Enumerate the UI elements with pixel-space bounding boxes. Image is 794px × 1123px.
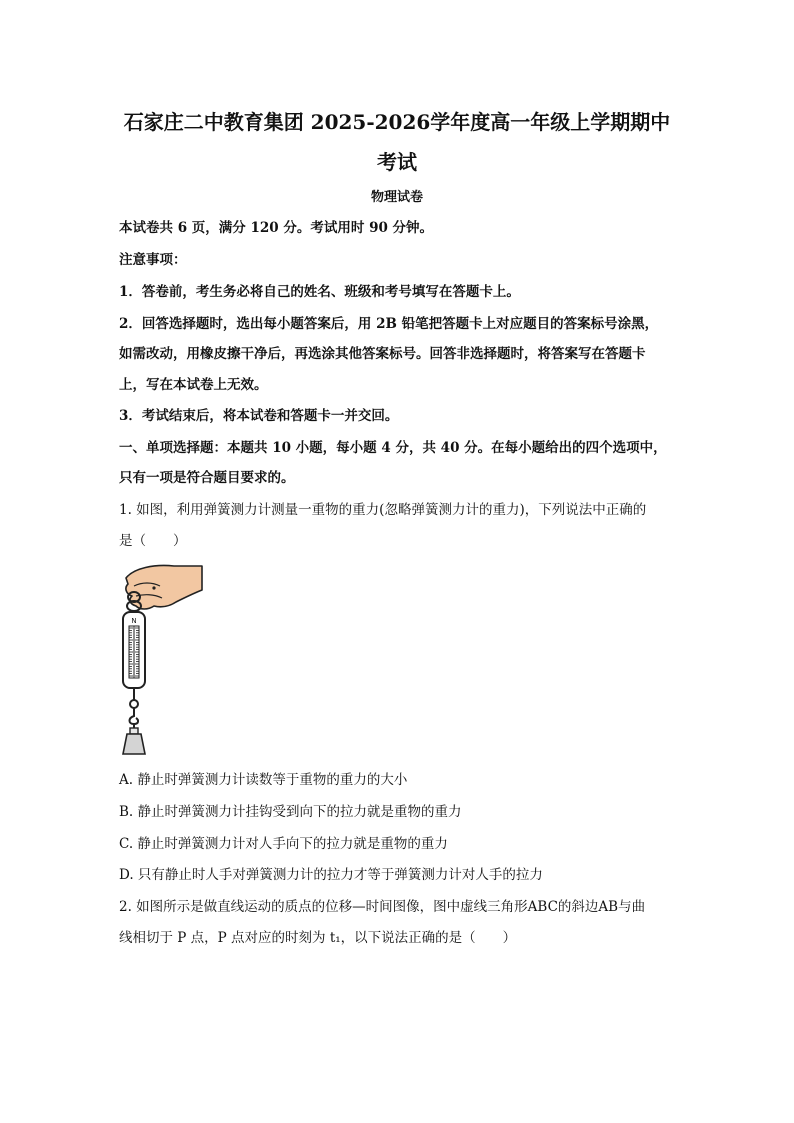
notes-heading: 注意事项： — [119, 252, 187, 268]
note-2-line2: 如需改动，用橡皮擦干净后，再选涂其他答案标号。回答非选择题时，将答案写在答题卡 — [119, 346, 646, 362]
spring-scale-figure — [114, 560, 204, 760]
note-3: 3．考试结束后，将本试卷和答题卡一并交回。 — [119, 408, 399, 424]
q1-stem-line2: 是（ ） — [119, 533, 187, 549]
spring-scale-body — [123, 612, 145, 688]
section1-heading-line2: 只有一项是符合题目要求的。 — [119, 470, 295, 486]
q1-option-a: A. 静止时弹簧测力计读数等于重物的重力的大小 — [119, 772, 408, 788]
note-1: 1．答卷前，考生务必将自己的姓名、班级和考号填写在答题卡上。 — [119, 284, 520, 300]
section1-heading-line1: 一、单项选择题：本题共 10 小题，每小题 4 分，共 40 分。在每小题给出的四个选项中， — [119, 440, 667, 456]
exam-subject: 物理试卷 — [370, 190, 423, 205]
q2-stem-line2: 线相切于 P 点，P 点对应的时刻为 t₁，以下说法正确的是（ ） — [119, 930, 517, 946]
dial-letter: N — [131, 617, 137, 625]
q1-option-d: D. 只有静止时人手对弹簧测力计的拉力才等于弹簧测力计对人手的拉力 — [119, 867, 543, 883]
exam-title-line2: 考试 — [377, 150, 417, 174]
q2-stem-line1: 2. 如图所示是做直线运动的质点的位移—时间图像，图中虚线三角形ABC的斜边AB与曲 — [119, 899, 646, 915]
weight-icon — [123, 728, 145, 754]
exam-title-line1: 石家庄二中教育集团 2025-2026学年度高一年级上学期期中 — [123, 110, 671, 134]
exam-summary: 本试卷共 6 页，满分 120 分。考试用时 90 分钟。 — [119, 220, 434, 236]
note-2-line3: 上，写在本试卷上无效。 — [119, 377, 268, 393]
note-2-line1: 2．回答选择题时，选出每小题答案后，用 2B 铅笔把答题卡上对应题目的答案标号涂黑， — [119, 316, 659, 332]
q1-option-c: C. 静止时弹簧测力计对人手向下的拉力就是重物的重力 — [119, 836, 448, 852]
q1-stem-line1: 1. 如图，利用弹簧测力计测量一重物的重力(忽略弹簧测力计的重力)，下列说法中正确的 — [119, 502, 647, 518]
q1-option-b: B. 静止时弹簧测力计挂钩受到向下的拉力就是重物的重力 — [119, 804, 462, 820]
